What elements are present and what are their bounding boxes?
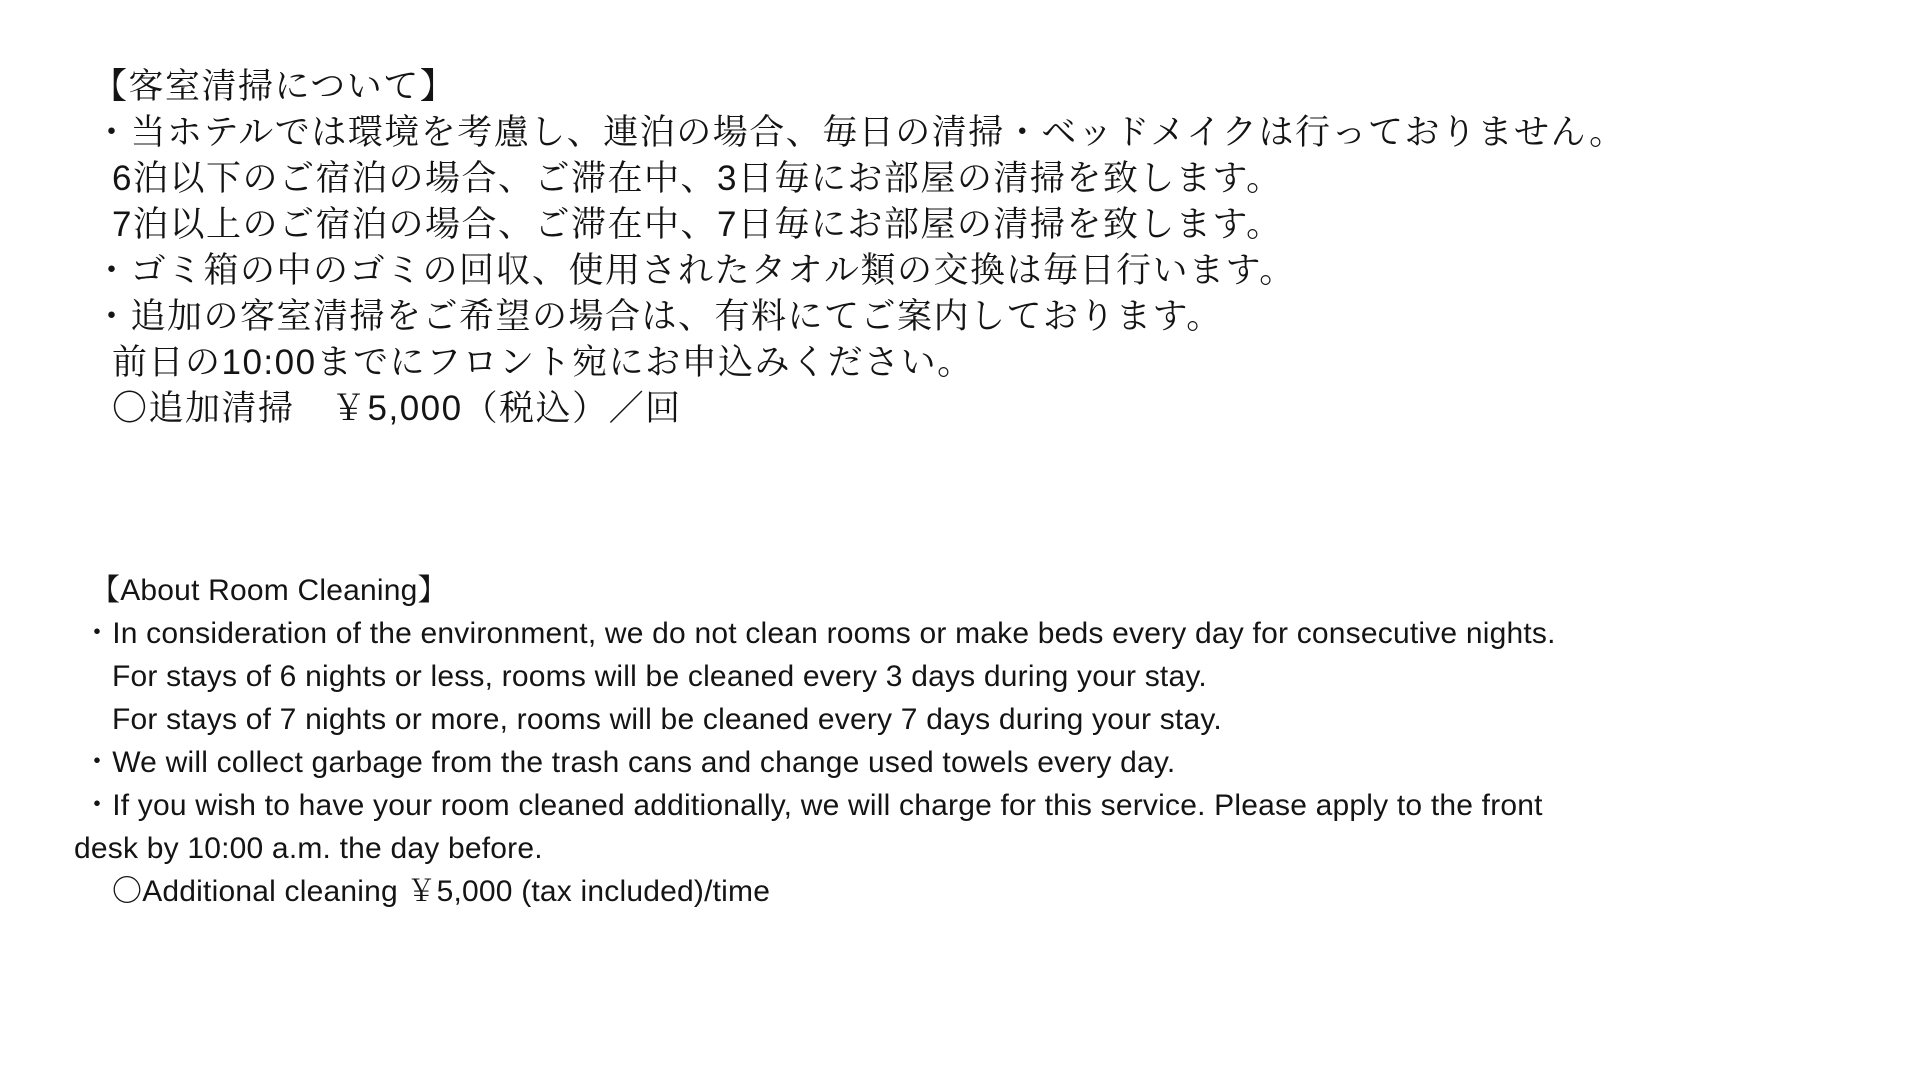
en-line-no-daily-cleaning: ・In consideration of the environment, we do not clean rooms or make beds every day for consecutive nights. bbox=[82, 617, 1556, 650]
ja-line-additional-cleaning-price: 〇追加清掃 ￥5,000（税込）／回 bbox=[112, 389, 682, 428]
english-section-title: 【About Room Cleaning】 bbox=[90, 574, 448, 607]
ja-line-garbage-towels: ・ゴミ箱の中のゴミの回収、使用されたタオル類の交換は毎日行います。 bbox=[94, 251, 1296, 290]
section-spacer bbox=[0, 432, 1919, 569]
japanese-cleaning-notice-section bbox=[0, 0, 1919, 432]
ja-line-no-daily-cleaning: ・当ホテルでは環境を考慮し、連泊の場合、毎日の清掃・ベッドメイクは行っておりません。 bbox=[94, 113, 1626, 152]
ja-line-6-nights-or-less: 6泊以下のご宿泊の場合、ご滞在中、3日毎にお部屋の清掃を致します。 bbox=[112, 159, 1283, 198]
en-line-7-nights-or-more: For stays of 7 nights or more, rooms will be cleaned every 7 days during your stay. bbox=[112, 703, 1222, 736]
en-line-garbage-towels: ・We will collect garbage from the trash cans and change used towels every day. bbox=[82, 746, 1176, 779]
en-line-6-nights-or-less: For stays of 6 nights or less, rooms will be cleaned every 3 days during your stay. bbox=[112, 660, 1207, 693]
japanese-section-title: 【客室清掃について】 bbox=[92, 67, 457, 106]
en-line-additional-cleaning-price: 〇Additional cleaning ￥5,000 (tax included)/time bbox=[112, 875, 771, 908]
ja-line-additional-cleaning-paid: ・追加の客室清掃をご希望の場合は、有料にてご案内しております。 bbox=[94, 297, 1223, 336]
en-line-apply-front-desk-continued: desk by 10:00 a.m. the day before. bbox=[74, 832, 543, 865]
ja-line-7-nights-or-more: 7泊以上のご宿泊の場合、ご滞在中、7日毎にお部屋の清掃を致します。 bbox=[112, 205, 1283, 244]
english-cleaning-notice-section bbox=[0, 569, 1919, 913]
ja-line-apply-front-desk: 前日の10:00までにフロント宛にお申込みください。 bbox=[112, 343, 974, 382]
en-line-additional-cleaning-paid: ・If you wish to have your room cleaned additionally, we will charge for this service. Please apply to the front bbox=[82, 789, 1543, 822]
